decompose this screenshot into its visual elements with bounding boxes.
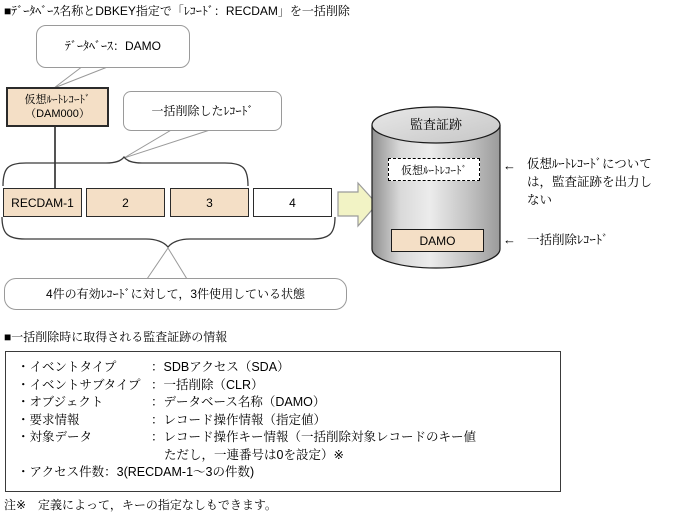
deleted-records-callout — [123, 91, 282, 131]
info-label: ・オブジェクト — [17, 395, 104, 409]
deleted-records-label: 一括削除したﾚｺｰﾄﾞ — [151, 103, 254, 118]
virtual-root-annotation — [527, 155, 673, 209]
cylinder-damo-box — [391, 229, 484, 252]
figure-title: ■ﾃﾞｰﾀﾍﾞｰｽ名称とDBKEY指定で「ﾚｺｰﾄﾞ：RECDAM」を一括削除 — [4, 4, 350, 18]
info-label: ・イベントタイプ — [17, 360, 117, 374]
record-box-2: 2 — [86, 188, 165, 217]
virtual-root-annotation-line3: ない — [527, 193, 553, 207]
virtual-root-annotation-line2: は，監査証跡を出力し — [527, 175, 653, 189]
info-row-event-type — [17, 359, 560, 377]
info-row-request — [17, 412, 560, 430]
info-text: ・アクセス件数：3(RECDAM-1～3の件数) — [17, 465, 255, 479]
audit-info-title: ■一括削除時に取得される監査証跡の情報 — [4, 330, 228, 344]
audit-info-box — [5, 351, 561, 492]
usage-callout-tail — [147, 248, 187, 279]
left-arrow-icon: ← — [503, 158, 516, 173]
left-arrow-icon: ← — [503, 232, 516, 247]
info-value: ：データベース名称（DAMO） — [151, 395, 326, 409]
audit-trail-title: 監査証跡 — [409, 117, 462, 132]
virtual-root-record-name: 仮想ﾙｰﾄﾚｺｰﾄﾞ — [24, 93, 91, 106]
db-callout-tail — [54, 66, 110, 88]
info-label: ・要求情報 — [17, 412, 80, 427]
record-box-3: 3 — [170, 188, 249, 217]
virtual-root-record-id: （DAM000） — [25, 108, 90, 120]
virtual-root-annotation-line1: 仮想ﾙｰﾄﾚｺｰﾄﾞについて — [527, 157, 652, 171]
lower-brace — [2, 217, 335, 247]
info-row-access-count — [17, 464, 560, 482]
info-row-target-data — [17, 429, 560, 464]
cylinder-damo-label: DAMO — [419, 233, 456, 248]
upper-brace — [3, 157, 248, 186]
info-value-continued: ただし，一連番号は0を設定）※ — [164, 447, 344, 462]
info-row-event-subtype — [17, 377, 560, 395]
info-value: ：レコード操作情報（指定値） — [151, 412, 327, 427]
virtual-root-record-box — [6, 87, 109, 127]
deleted-callout-tail — [124, 129, 213, 158]
info-value: ：一括削除（CLR） — [151, 377, 264, 392]
deleted-record-annotation: 一括削除ﾚｺｰﾄﾞ — [527, 233, 609, 247]
cylinder-virtual-root-label: 仮想ﾙｰﾄﾚｺｰﾄﾞ — [401, 164, 467, 177]
info-value: ：SDBアクセス（SDA） — [151, 360, 290, 374]
record-box-4: 4 — [253, 188, 332, 217]
info-label: ・対象データ — [17, 430, 93, 444]
info-label: ・イベントサブタイプ — [17, 377, 141, 392]
db-callout — [36, 25, 190, 68]
right-block-arrow-icon — [338, 183, 377, 226]
info-value: ：レコード操作キー情報（一括削除対象レコードのキー値 — [151, 430, 477, 444]
record-box-recdam1: RECDAM-1 — [3, 188, 82, 217]
usage-callout-label: 4件の有効ﾚｺｰﾄﾞに対して，3件使用している状態 — [45, 286, 306, 301]
usage-callout — [4, 278, 347, 310]
cylinder-virtual-root-box — [388, 158, 480, 181]
footnote: 注※ 定義によって，キーの指定なしもできます。 — [4, 498, 277, 512]
info-row-object — [17, 394, 560, 412]
db-callout-label: ﾃﾞｰﾀﾍﾞｰｽ：DAMO — [64, 39, 161, 53]
